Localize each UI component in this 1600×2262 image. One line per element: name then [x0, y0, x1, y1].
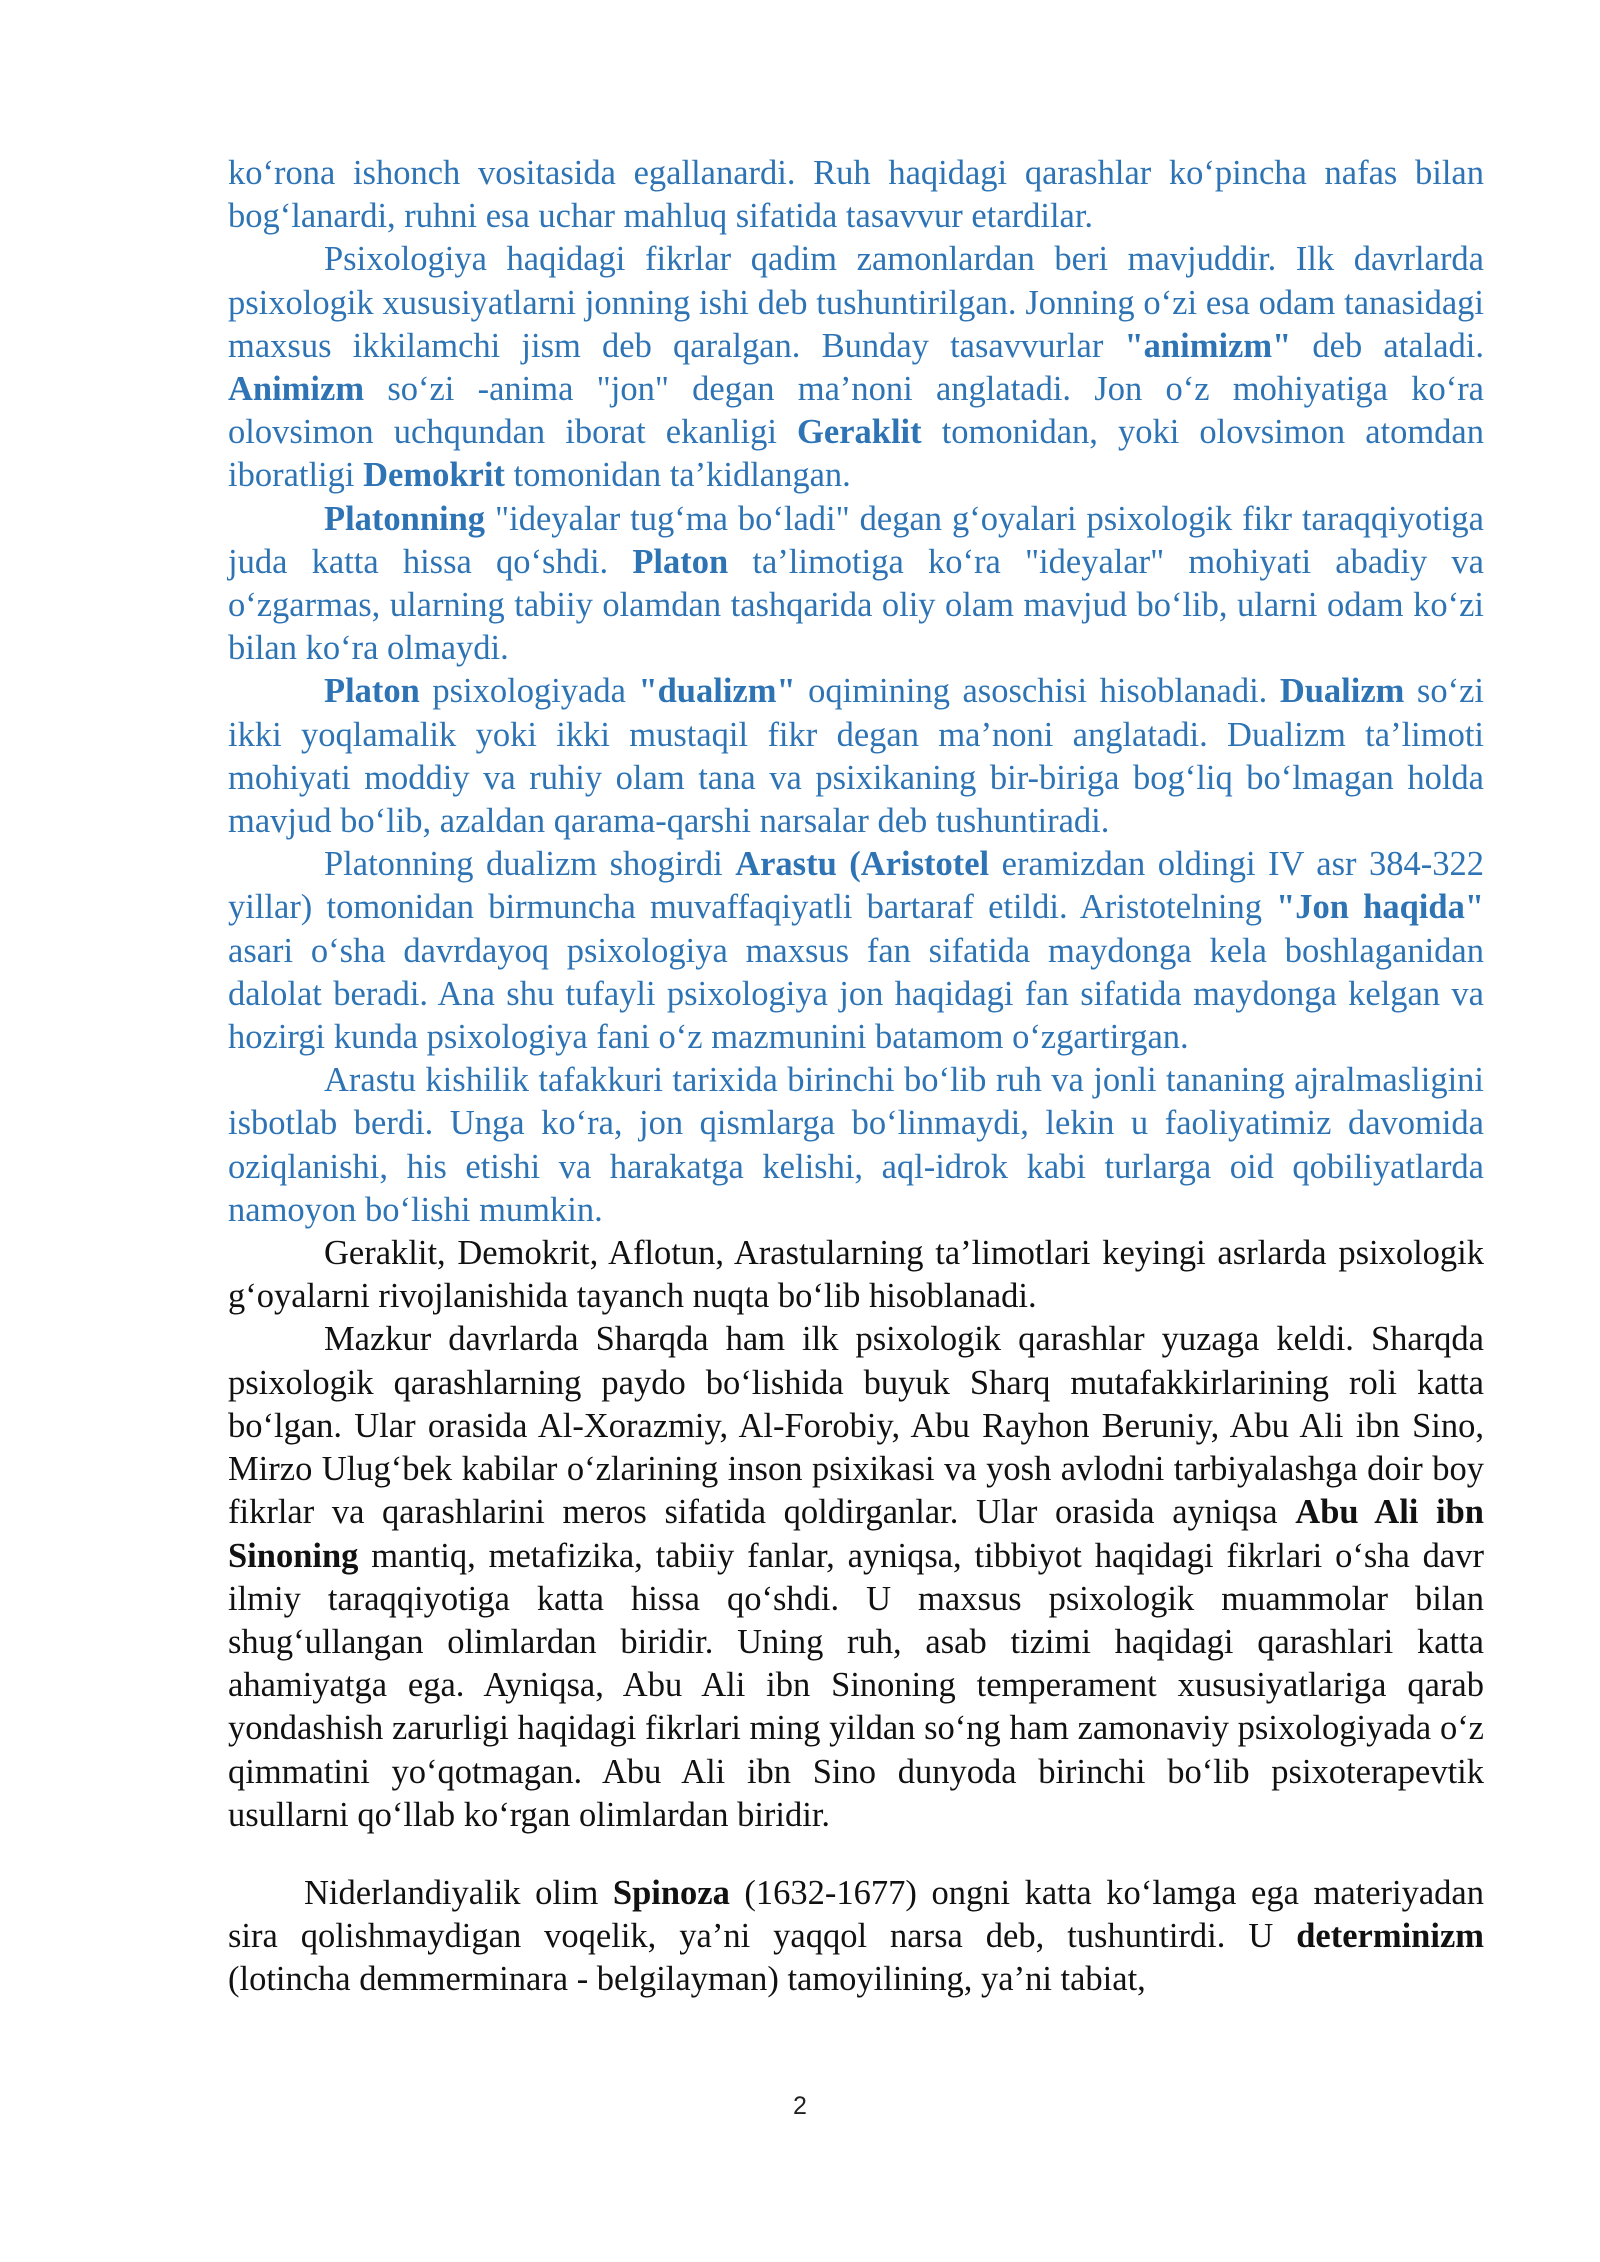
bold-term: Animizm [228, 370, 365, 409]
bold-term: Demokrit [363, 456, 505, 495]
bold-term: Spinoza [612, 1873, 730, 1912]
text-run: so‘zi ikki yoqlamalik yoki ikki mustaqil fikr degan ma’noni anglatadi. Dualizm ta’limoti mohiyati moddiy va ruhiy olam tana va psixikaning bir-biriga bog‘liq bo‘lmagan holda mavjud bo‘lib, azaldan qarama-qarshi narsalar deb tushuntiradi. [228, 672, 1484, 841]
paragraph [228, 1318, 1484, 1836]
text-run: "ideyalar tug‘ma bo‘ladi" degan g‘oyalari psixologik fikr taraqqiyotiga juda katta hissa qo‘shdi. [228, 499, 1484, 581]
paragraph [228, 1232, 1484, 1318]
text-run: Arastu kishilik tafakkuri tarixida birinchi bo‘lib ruh va jonli tananing ajralmasligini isbotlab berdi. Unga ko‘ra, jon qismlarga bo‘linmaydi, lekin u faoliyatimiz davomida oziqlanishi, his etishi va harakatga kelishi, aql-idrok kabi turlarga oid qobiliyatlarda namoyon bo‘lishi mumkin. [228, 1061, 1484, 1229]
bold-term: determinizm [1296, 1917, 1484, 1956]
bold-term: Arastu (Aristotel [735, 845, 990, 884]
text-run: Geraklit, Demokrit, Aflotun, Arastularning ta’limotlari keyingi asrlarda psixologik g‘oyalarni rivojlanishida tayanch nuqta bo‘lib hisoblanadi. [228, 1234, 1484, 1316]
text-run: tomonidan ta’kidlangan. [504, 456, 851, 495]
paragraph [228, 843, 1484, 1059]
bold-term: "animizm" [1124, 326, 1292, 365]
text-run: Psixologiya haqidagi fikrlar qadim zamonlardan beri mavjuddir. Ilk davrlarda psixologik xususiyatlarni jonning ishi deb tushuntirilgan. Jonning o‘zi esa odam tanasidagi maxsus ikkilamchi jism deb qaralgan. Bunday tasavvurlar [228, 240, 1484, 365]
paragraph [228, 1059, 1484, 1232]
bold-term: "Jon haqida" [1276, 888, 1484, 927]
text-run: so‘zi -anima "jon" degan ma’noni anglatadi. Jon o‘z mohiyatiga ko‘ra olovsimon uchqundan iborat ekanligi [228, 370, 1484, 452]
text-run: ta’limotiga ko‘ra "ideyalar" mohiyati abadiy va o‘zgarmas, ularning tabiiy olamdan tashqarida oliy olam mavjud bo‘lib, ularni odam ko‘zi bilan ko‘ra olmaydi. [228, 542, 1484, 668]
text-run: (1632-1677) ongni katta ko‘lamga ega materiyadan sira qolishmaydigan voqelik, ya’ni yaqqol narsa deb, tushuntirdi. U [228, 1873, 1484, 1956]
paragraph [228, 1872, 1484, 2002]
text-run: psixologiyada [419, 672, 639, 711]
text-run: Niderlandiyalik olim [304, 1873, 613, 1912]
paragraph [228, 152, 1484, 238]
text-run: tomonidan, yoki olovsimon atomdan iboratligi [228, 413, 1484, 495]
bold-term: "dualizm" [638, 672, 796, 711]
bold-term: Platon [324, 672, 420, 711]
bold-term: Dualizm [1279, 672, 1405, 711]
text-run: eramizdan oldingi IV asr 384-322 yillar) tomonidan birmuncha muvaffaqiyatli bartaraf etildi. Aristotelning [228, 845, 1485, 927]
text-run: oqimining asoschisi hisoblanadi. [795, 672, 1280, 711]
text-run: asari o‘sha davrdayoq psixologiya maxsus fan sifatida maydonga kela boshlaganidan dalolat beradi. Ana shu tufayli psixologiya jon haqidagi fan sifatida maydonga kelgan va hozirgi kunda psixologiya fani o‘z mazmunini batamom o‘zgartirgan. [228, 931, 1484, 1057]
text-run: (lotincha demmerminara - belgilayman) tamoyilining, ya’ni tabiat, [228, 1960, 1146, 1999]
bold-term: Abu Ali ibn Sinoning [228, 1493, 1484, 1575]
bold-term: Geraklit [797, 413, 922, 452]
text-run: deb ataladi. [1291, 326, 1484, 365]
paragraph [228, 238, 1484, 497]
text-run: Mazkur davrlarda Sharqda ham ilk psixologik qarashlar yuzaga keldi. Sharqda psixologik qarashlarning paydo bo‘lishida buyuk Sharq mutafakkirlarining roli katta bo‘lgan. Ular orasida Al-Xorazmiy, Al-Forobiy, Abu Rayhon Beruniy, Abu Ali ibn Sino, Mirzo Ulug‘bek kabilar o‘zlarining inson psixikasi va yosh avlodni tarbiyalashga doir boy fikrlar va qarashlarini meros sifatida qoldirganlar. Ular orasida ayniqsa [228, 1320, 1484, 1532]
paragraph [228, 498, 1484, 671]
text-run: mantiq, metafizika, tabiiy fanlar, ayniqsa, tibbiyot haqidagi fikrlari o‘sha davr ilmiy taraqqiyotiga katta hissa qo‘shdi. U maxsus psixologik muammolar bilan shug‘ullangan olimlardan biridir. Uning ruh, asab tizimi haqidagi qarashlari katta ahamiyatga ega. Ayniqsa, Abu Ali ibn Sinoning temperament xususiyatlariga qarab yondashish zarurligi haqidagi fikrlari ming yildan so‘ng ham zamonaviy psixologiyada o‘z qimmatini yo‘qotmagan. Abu Ali ibn Sino dunyoda birinchi bo‘lib psixoterapevtik usullarni qo‘llab ko‘rgan olimlardan biridir. [228, 1536, 1484, 1834]
bold-term: Platon [632, 542, 729, 581]
document-body [228, 152, 1484, 2002]
paragraph [228, 670, 1484, 843]
page-number: 2 [793, 2092, 807, 2120]
bold-term: Platonning [324, 499, 486, 538]
text-run: Platonning dualizm shogirdi [324, 845, 736, 884]
text-run: ko‘rona ishonch vositasida egallanardi. Ruh haqidagi qarashlar ko‘pincha nafas bilan bog‘lanardi, ruhni esa uchar mahluq sifatida tasavvur etardilar. [228, 154, 1484, 236]
